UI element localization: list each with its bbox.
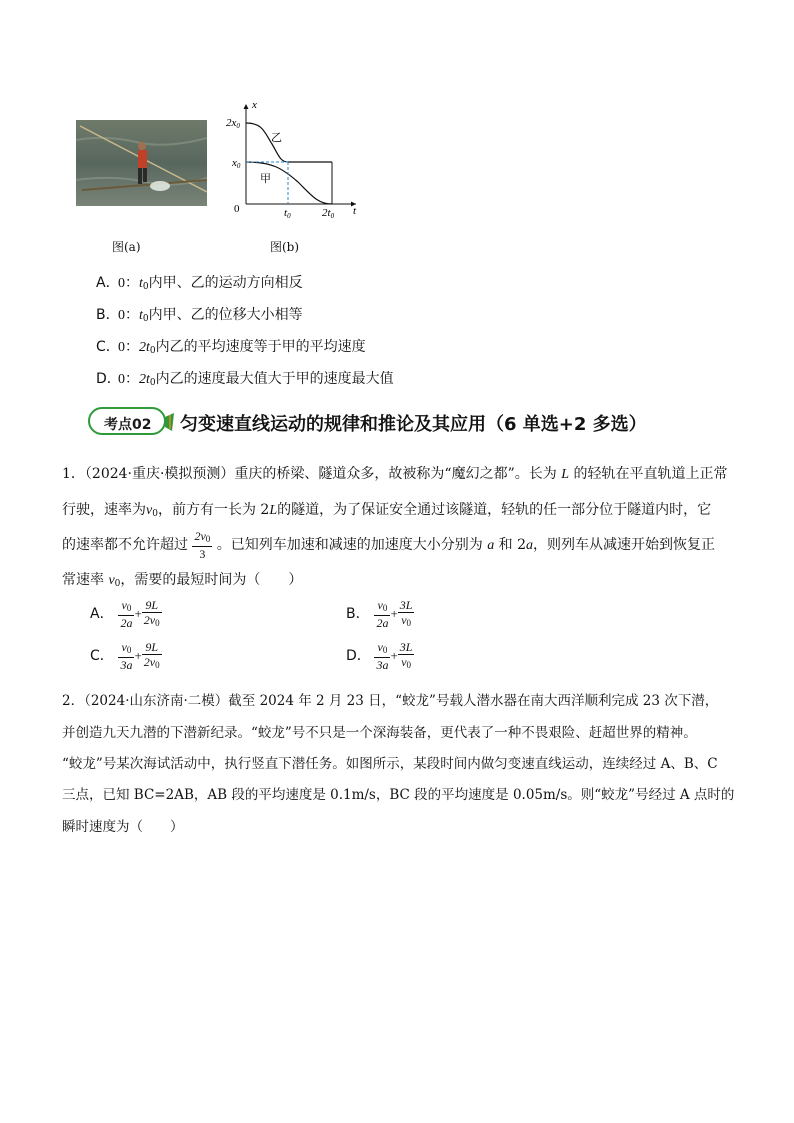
q1-choice-b: B． $\frac{v_0}{2a}$ + $\frac{3L}{v_0}$ xyxy=(346,598,413,630)
option-b: B．0：$t_0$内甲、乙的位移大小相等 xyxy=(96,307,303,324)
section-badge-label: 考点02 xyxy=(104,417,152,433)
q2-line-3: “蛟龙”号某次海试活动中，执行竖直下潜任务。如图所示，某段时间内做匀变速直线运动，连续经过 A、B、C xyxy=(62,756,718,772)
q2-line-5: 瞬时速度为（ ） xyxy=(62,819,184,835)
curve-jia-label: 甲 xyxy=(260,172,271,185)
caption-figure-a: 图(a) xyxy=(112,240,141,254)
option-a: A．0：$t_0$内甲、乙的运动方向相反 xyxy=(96,275,303,292)
speed-limit-fraction: $\frac{2v_0}{3}$ xyxy=(194,529,211,561)
y-axis-label: x xyxy=(252,99,257,111)
photo-figure-a xyxy=(76,120,207,206)
option-c: C．0：$2t_0$内乙的平均速度等于甲的平均速度 xyxy=(96,339,366,356)
xt-graph-figure-b xyxy=(222,96,362,222)
section-title: 匀变速直线运动的规律和推论及其应用（6 单选+2 多选） xyxy=(180,414,647,435)
curve-yi-label: 乙 xyxy=(271,131,282,144)
q2-line-2: 并创造九天九潜的下潜新纪录。“蛟龙”号不只是一个深海装备，更代表了一种不畏艰险、赶超世界的精神。 xyxy=(62,725,697,741)
q2-line-4: 三点，已知 BC=2AB，AB 段的平均速度是 0.1m/s，BC 段的平均速度是 0.05m/s。则“蛟龙”号经过 A 点时的 xyxy=(62,787,735,803)
origin-label: 0 xyxy=(234,203,240,215)
q2-line-1: 2．（2024·山东济南·二模）截至 2024 年 2 月 23 日，“蛟龙”号载人潜水器在南大西洋顺利完成 23 次下潜， xyxy=(62,693,719,709)
tick-t0-label: t0 xyxy=(284,207,291,220)
option-d: D．0：$2t_0$内乙的速度最大值大于甲的速度最大值 xyxy=(96,371,394,388)
q1-choice-d: D． $\frac{v_0}{3a}$ + $\frac{3L}{v_0}$ xyxy=(346,640,413,672)
caption-figure-b: 图(b) xyxy=(270,240,300,254)
curve-jia-line xyxy=(246,162,332,204)
q1-choice-a: A． $\frac{v_0}{2a}$ + $\frac{9L}{2v_0}$ xyxy=(90,598,160,630)
q1-line-3: 的速率都不允许超过 $\frac{2v_0}{3}$ 。已知列车加速和减速的加速度大小分别为 a 和 2a，则列车从减速开始到恢复正 xyxy=(62,529,715,561)
x-axis-label: t xyxy=(353,205,357,217)
q1-line-1: 1．（2024·重庆·模拟预测）重庆的桥梁、隧道众多，故被称为“魔幻之都”。长为 L 的轻轨在平直轨道上正常 xyxy=(62,466,728,482)
tick-x0-label: x0 xyxy=(232,157,241,170)
q1-line-2: 行驶，速率为$v_0$，前方有一长为 2L的隧道，为了保证安全通过该隧道，轻轨的任一部分位于隧道内时，它 xyxy=(62,502,712,519)
y-axis-arrow-icon xyxy=(244,104,249,109)
tick-2x0-label: 2x0 xyxy=(226,117,240,130)
q1-line-4: 常速率 $v_0$，需要的最短时间为（ ） xyxy=(62,572,303,589)
q1-choice-c: C． $\frac{v_0}{3a}$ + $\frac{9L}{2v_0}$ xyxy=(90,640,160,672)
tick-2t0-label: 2t0 xyxy=(322,207,335,220)
